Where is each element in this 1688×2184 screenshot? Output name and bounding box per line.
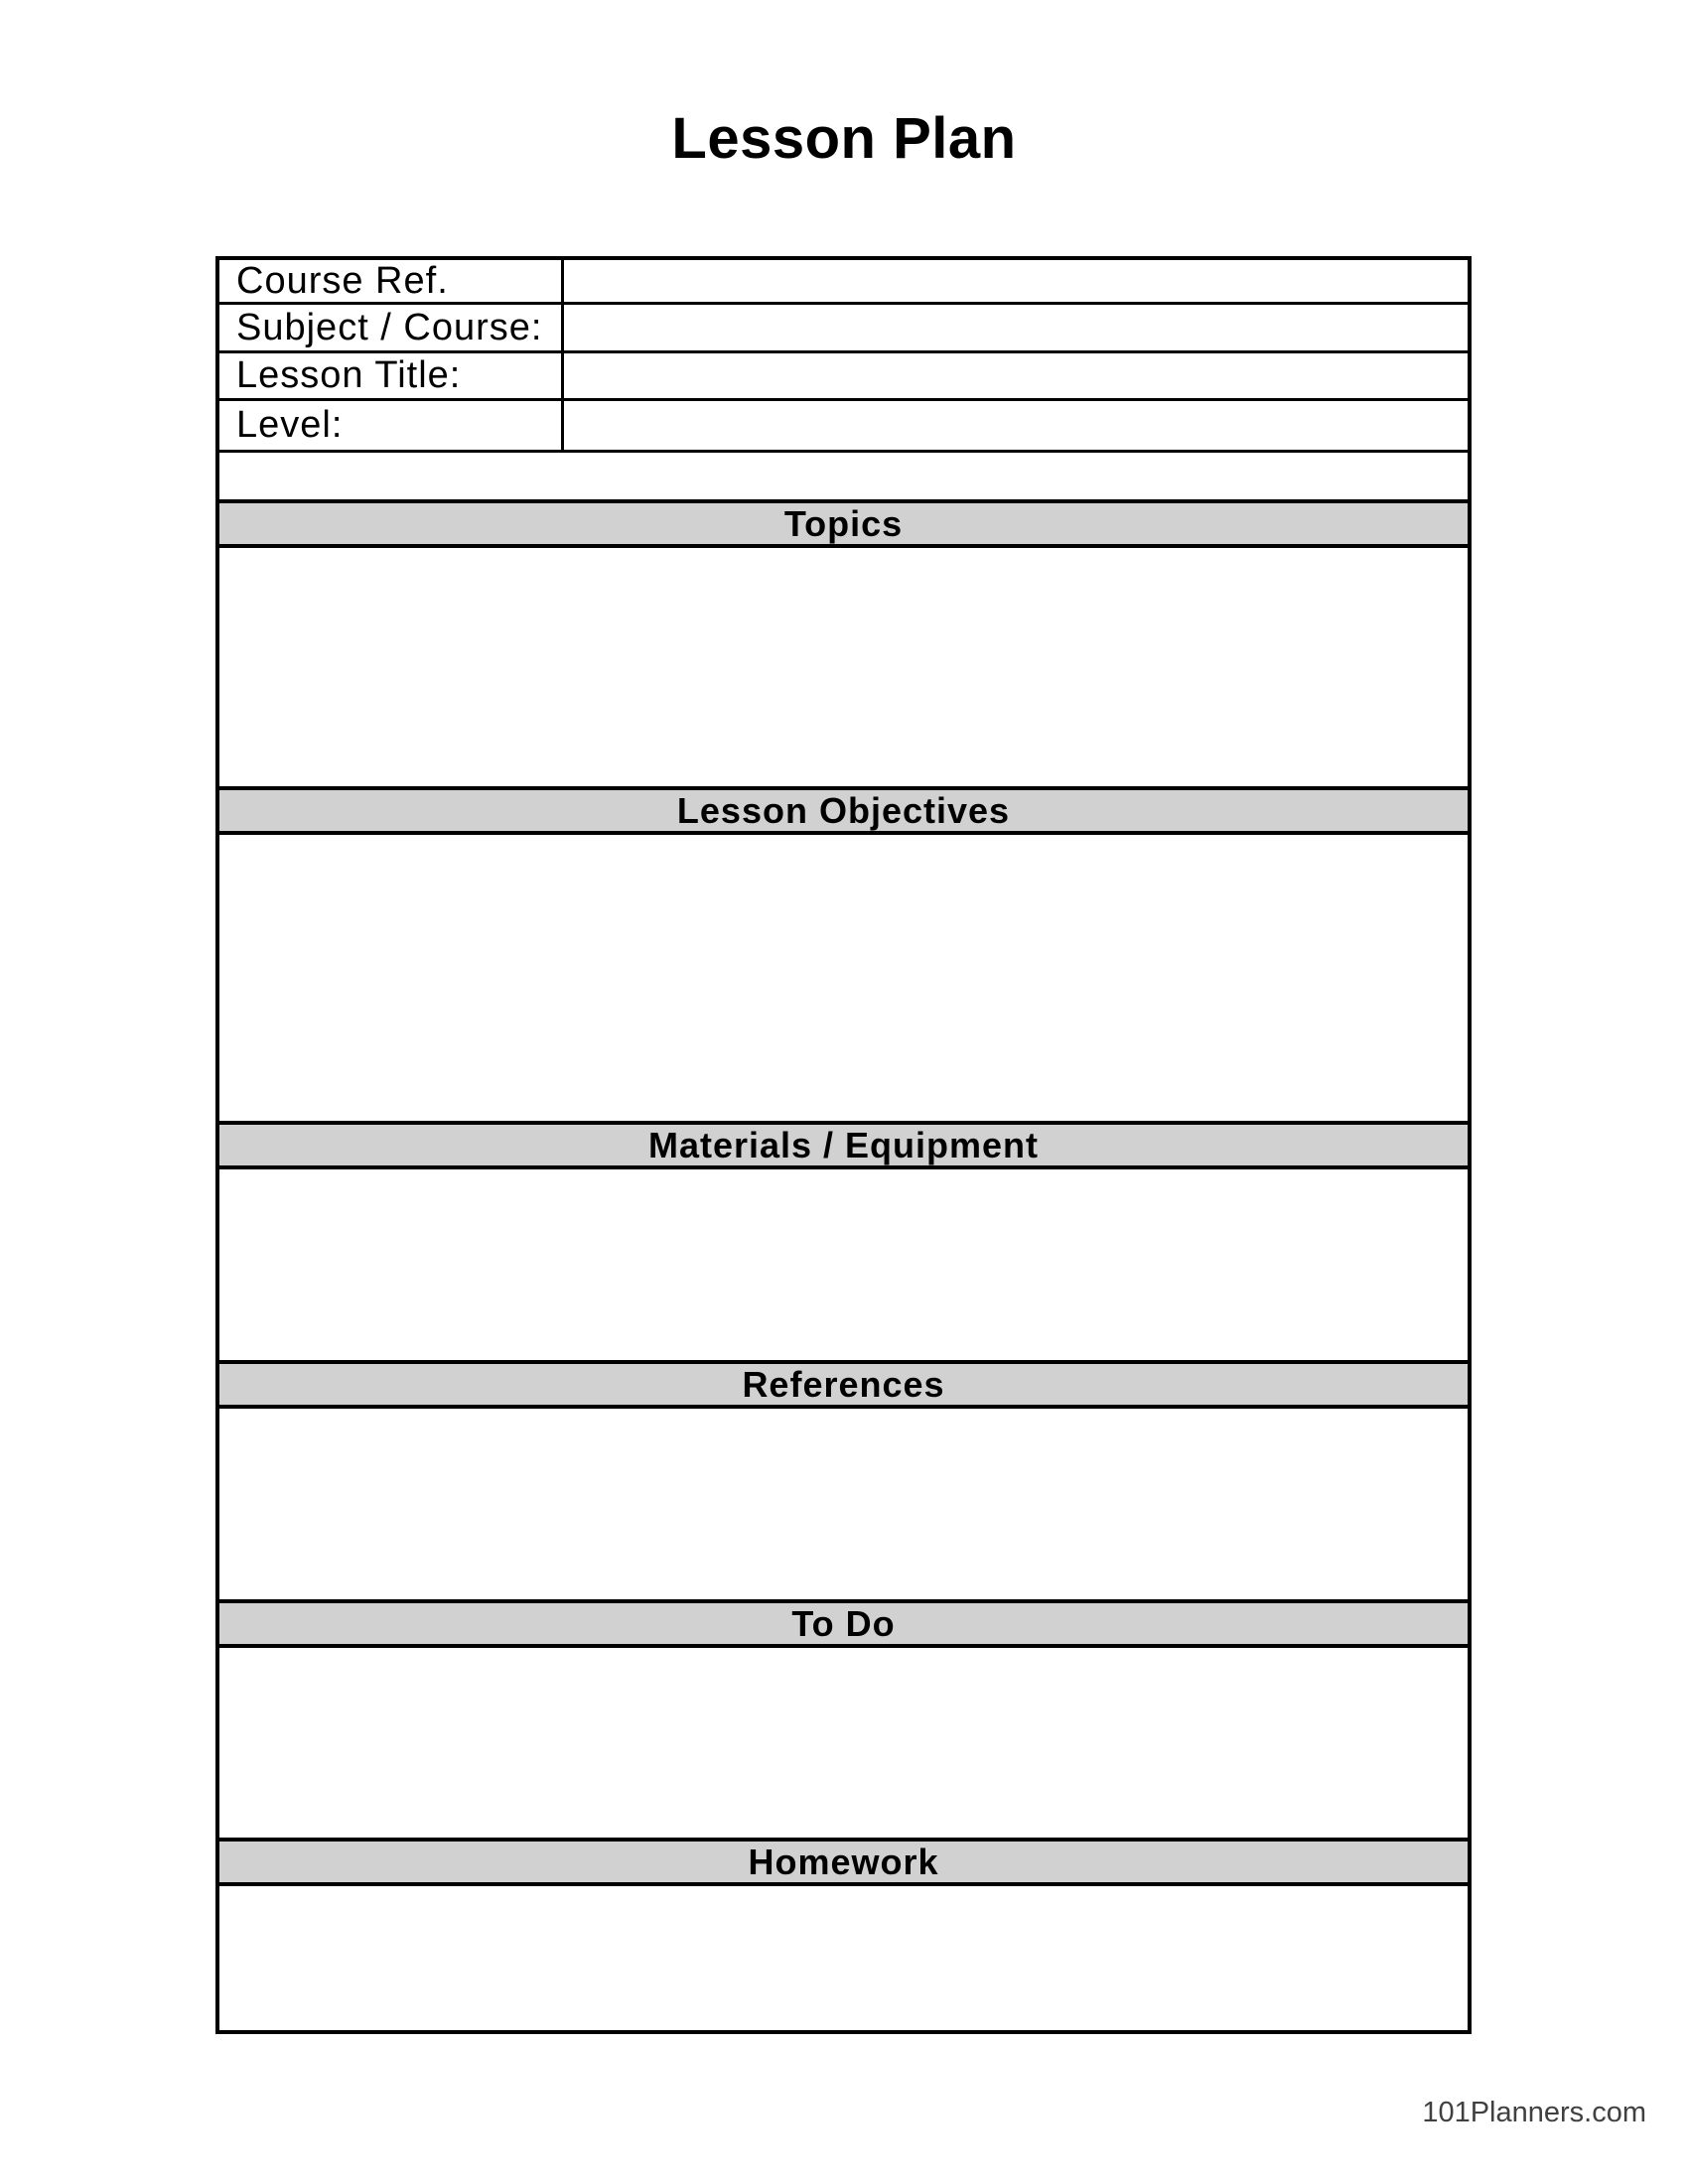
section-header-to-do: To Do — [219, 1599, 1468, 1648]
info-row-subject-course — [219, 305, 1468, 353]
level-value-field — [564, 401, 1468, 450]
info-row-lesson-title — [219, 353, 1468, 401]
section-content-homework — [219, 1886, 1468, 2030]
course-ref-label: Course Ref. — [219, 260, 564, 302]
subject-course-label: Subject / Course: — [219, 305, 564, 350]
section-content-topics — [219, 548, 1468, 786]
lesson-plan-form — [215, 256, 1472, 2034]
section-header-references: References — [219, 1360, 1468, 1409]
section-content-to-do — [219, 1648, 1468, 1838]
section-header-materials-equipment: Materials / Equipment — [219, 1121, 1468, 1169]
section-header-lesson-objectives: Lesson Objectives — [219, 786, 1468, 835]
lesson-title-label: Lesson Title: — [219, 353, 564, 398]
lesson-title-value-field — [564, 353, 1468, 398]
section-content-materials-equipment — [219, 1169, 1468, 1360]
info-row-level — [219, 401, 1468, 453]
info-row-course-ref — [219, 260, 1468, 305]
section-header-homework: Homework — [219, 1838, 1468, 1886]
blank-spacer-row — [219, 453, 1468, 499]
level-label: Level: — [219, 401, 564, 450]
footer-watermark: 101Planners.com — [1422, 2097, 1646, 2128]
subject-course-value-field — [564, 305, 1468, 350]
page-title: Lesson Plan — [671, 106, 1017, 171]
section-content-references — [219, 1409, 1468, 1599]
section-header-topics: Topics — [219, 499, 1468, 548]
section-content-lesson-objectives — [219, 835, 1468, 1121]
course-ref-value-field — [564, 260, 1468, 302]
